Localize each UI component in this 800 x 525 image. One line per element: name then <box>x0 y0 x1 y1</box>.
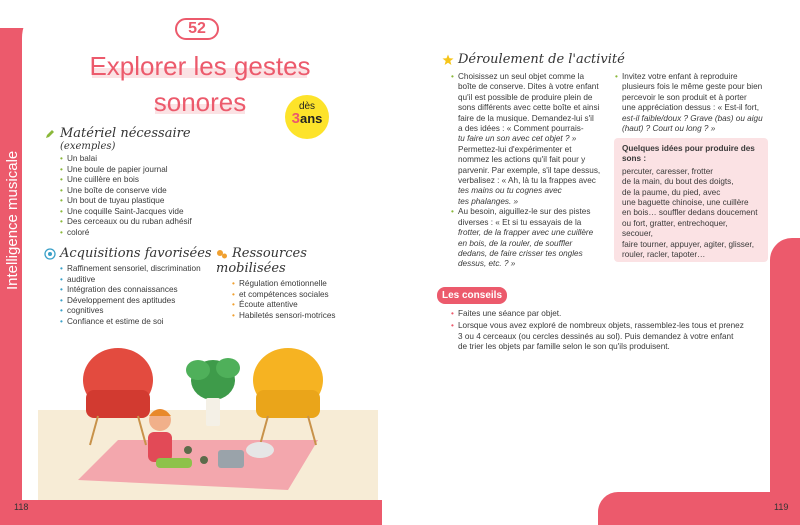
age-badge <box>285 95 329 139</box>
pencil-icon <box>44 128 56 140</box>
right-page-corner <box>598 492 800 525</box>
text-line: une baguette chinoise, une cuillère <box>622 198 749 208</box>
star-icon <box>442 54 454 66</box>
text-line: a des idées : « Comment pourrais- <box>458 124 584 134</box>
text-line: qu'il est possible de produire plein de <box>458 92 593 102</box>
text-line: Faites une séance par objet. <box>458 309 562 318</box>
text-line: en bois… souffler dedans doucement <box>622 208 758 218</box>
age-value: 3 <box>291 110 300 127</box>
ideas-title: Quelques idées pour produire des sons : <box>622 144 755 164</box>
text-line: sons différents avec cette boîte et ainsi <box>458 103 600 113</box>
text-line: est-il faible/doux ? Grave (bas) ou aigu <box>622 113 763 123</box>
age-unit: ans <box>299 111 323 126</box>
text-line: diverses : « Et si tu essayais de la <box>458 217 582 227</box>
title-line-1: Explorer les gestes <box>89 51 311 81</box>
text-line: Invitez votre enfant à reproduire <box>622 72 738 81</box>
ideas-box <box>614 138 768 262</box>
list-item: • Un bout de tuyau plastique <box>60 196 244 207</box>
ressources-list <box>216 279 376 321</box>
text-line: plusieurs fois le même geste pour bien <box>622 82 763 92</box>
materiel-title: Matériel nécessaire <box>60 126 191 141</box>
title-line-2: sonores <box>153 87 247 117</box>
text-line: verbalisez : « Ah, là tu la frappes avec <box>458 176 596 186</box>
list-item: • et compétences sociales <box>232 290 376 301</box>
materiel-section <box>44 126 244 238</box>
text-line: percevoir le son produit et à porter <box>622 92 747 102</box>
activity-number: 52 <box>175 18 219 40</box>
side-label <box>2 90 24 290</box>
text-line: 3 ou 4 cerceaux (ou cercles dessinés au sol). Puis demandez à votre enfant <box>458 331 734 341</box>
text-line: frotter, de la frapper avec une cuillère <box>458 228 594 238</box>
list-item: • coloré <box>60 228 244 239</box>
list-item: • Raffinement sensoriel, discrimination <box>60 264 214 275</box>
list-item: • auditive <box>60 275 214 286</box>
text-line: une appréciation dessus : « Est-il fort, <box>622 103 759 113</box>
text-line: faire tourner, appuyer, agiter, glisser, <box>622 239 754 249</box>
text-line: Au besoin, aiguillez-le sur des pistes <box>458 207 591 217</box>
text-line: percuter, caresser, frotter <box>622 166 714 176</box>
child-playing-illustration <box>38 340 378 500</box>
deroulement-title: Déroulement de l'activité <box>458 52 625 67</box>
acquisitions-section <box>44 246 214 327</box>
cogs-icon <box>216 248 228 260</box>
list-item: • Une cuillère en bois <box>60 175 244 186</box>
text-line: dedans, de faire crisser tes ongles <box>458 248 583 258</box>
text-line: parvenir. Par exemple, s'il tape dessus, <box>458 165 601 175</box>
conseils-list: • Faites une séance par objet. • Lorsque vous avez exploré de nombreux objets, rassemblez-les tous et prenez 3 ou 4 cerceaux (ou cercles dessinés au sol). Puis demandez à votre enfant de trier les objets par famille selon le son qu'ils produisent. <box>458 309 758 353</box>
ressources-section <box>216 246 376 321</box>
page-number-left: 118 <box>14 502 29 512</box>
text-line: Choisissez un seul objet comme la <box>458 72 585 81</box>
text-line: faire de la musique. Demandez-lui s'il <box>458 113 594 123</box>
page-number-right: 119 <box>774 502 789 512</box>
materiel-list <box>44 154 244 238</box>
text-line: boîte de conserve. Dites à votre enfant <box>458 82 599 92</box>
right-page-border <box>770 238 800 525</box>
text-line: de la main, du bout des doigts, <box>622 177 734 187</box>
text-line: rouler, racler, tapoter… <box>622 250 706 260</box>
list-item: • Une coquille Saint-Jacques vide <box>60 207 244 218</box>
text-line: tu faire un son avec cet objet ? » <box>458 134 577 144</box>
list-item: • Un balai <box>60 154 244 165</box>
deroulement-heading <box>442 52 625 67</box>
text-line: Permettez-lui d'expérimenter et <box>458 144 572 154</box>
text-line: ou fort, gratter, entrechoquer, secouer, <box>622 218 728 239</box>
list-item: • Développement des aptitudes <box>60 296 214 307</box>
list-item: • cognitives <box>60 306 214 317</box>
text-line: Lorsque vous avez exploré de nombreux objets, rassemblez-les tous et prenez <box>458 321 744 331</box>
list-item: • Intégration des connaissances <box>60 285 214 296</box>
list-item: • Une boîte de conserve vide <box>60 186 244 197</box>
text-line: de trier les objets par famille selon le son qu'ils produisent. <box>458 342 670 352</box>
acquisitions-title: Acquisitions favorisées <box>60 246 212 261</box>
side-label-text: Intelligence musicale <box>4 150 21 290</box>
age-prefix: dès <box>298 101 316 112</box>
list-item: • Habiletés sensori-motrices <box>232 311 376 322</box>
text-line: (haut) ? Court ou long ? » <box>622 124 716 134</box>
text-line: tes mains ou tu cognes avec <box>458 186 562 196</box>
text-line: dessus, etc. ? » <box>458 259 516 269</box>
list-item: • Confiance et estime de soi <box>60 317 214 328</box>
conseils-label: Les conseils <box>437 287 507 304</box>
text-line: tes phalanges. » <box>458 196 519 206</box>
deroulement-column-2: • Invitez votre enfant à reproduire plusieurs fois le même geste pour bien percevoir le son produit et à porter une appréciation dessus : « Est-il fort, est-il faible/doux ? Grave (bas) ou aigu (haut) ? Court ou long ? » <box>622 72 772 134</box>
list-item: • Des cerceaux ou du ruban adhésif <box>60 217 244 228</box>
list-item: • Régulation émotionnelle <box>232 279 376 290</box>
materiel-subtitle: (exemples) <box>60 141 116 152</box>
acquisitions-list <box>44 264 214 327</box>
list-item: • Une boule de papier journal <box>60 165 244 176</box>
text-line: en bois, de la rouler, de souffler <box>458 238 573 248</box>
list-item: • Écoute attentive <box>232 300 376 311</box>
target-icon <box>44 248 56 260</box>
text-line: de la paume, du pied, avec <box>622 187 721 197</box>
text-line: nommez les actions qu'il fait pour y <box>458 155 586 165</box>
deroulement-column-1: • Choisissez un seul objet comme la boîte de conserve. Dites à votre enfant qu'il est possible de produire plein de sons différents avec cette boîte et ainsi faire de la musique. Demandez-lui s'il a des idées : « Comment pourrais- tu faire un son avec cet objet ? » Permettez-lui d'expérimenter et nommez les actions qu'il fait pour y parvenir. Par exemple, s'il tape dessus, verbalisez : « Ah, là tu la frappes avec tes mains ou tu cognes avec tes phalanges. » • Au besoin, aiguillez-le sur des pistes diverses : « Et si tu essayais de la frotter, de la frapper avec une cuillère en bois, de la rouler, de souffler dedans, de faire crisser tes ongles dessus, etc. ? » <box>458 72 608 270</box>
ressources-title: Ressources mobilisées <box>216 246 307 276</box>
